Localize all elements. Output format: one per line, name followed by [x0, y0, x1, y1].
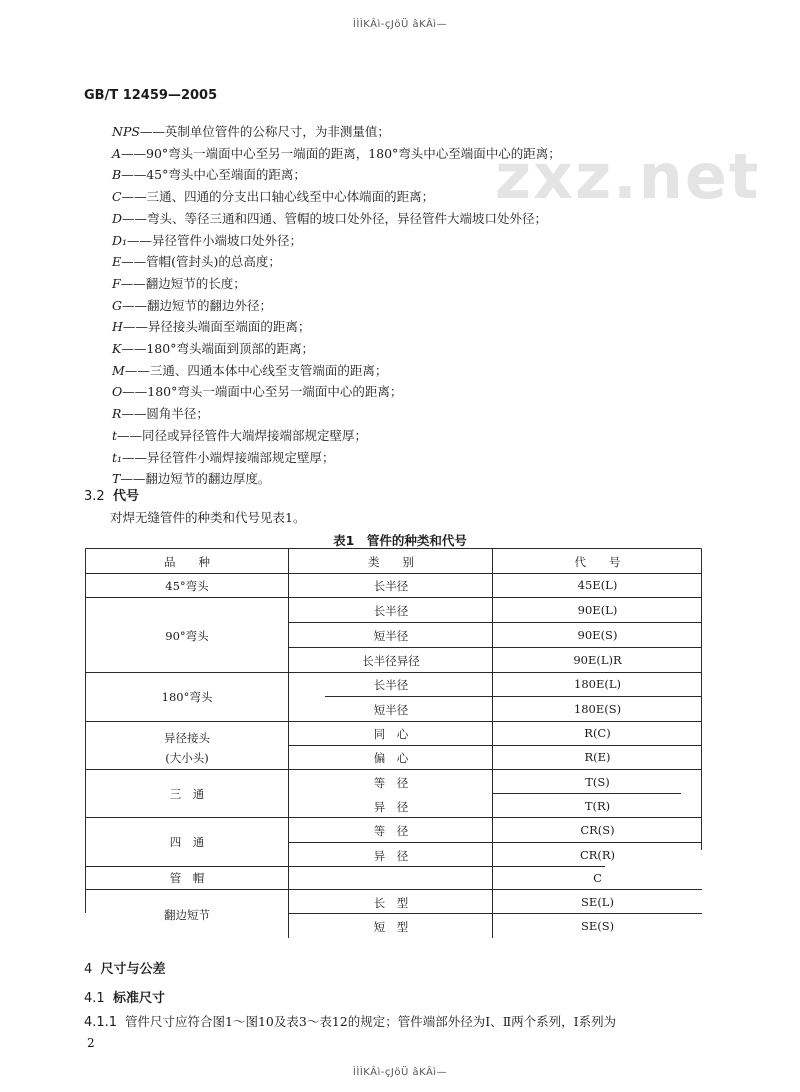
def-text: ——管帽(管封头)的总高度；	[121, 254, 281, 270]
definition-item	[112, 338, 752, 360]
section-title: 尺寸与公差	[100, 962, 166, 977]
variety-180-elbow: 180°弯头	[161, 690, 213, 704]
category-cell: 异 径	[373, 849, 409, 863]
code-cell: CR(S)	[580, 823, 615, 837]
category-cell: 长半径异径	[362, 654, 420, 668]
variety-cap: 管 帽	[169, 871, 205, 885]
definition-item	[112, 273, 752, 295]
def-symbol: H	[112, 319, 123, 335]
def-text: ——90°弯头一端面中心至另一端面的距离，180°弯头中心至端面中心的距离；	[121, 145, 561, 161]
def-symbol: T	[112, 471, 121, 487]
category-cell: 短半径	[373, 703, 409, 717]
definition-item	[112, 230, 752, 252]
def-text: ——翻边短节的长度；	[120, 275, 246, 291]
def-text: ——弯头、等径三通和四通、管帽的坡口处外径，异径管件大端坡口处外径；	[122, 210, 548, 226]
variety-stub-end: 翻边短节	[164, 908, 210, 922]
section-number: 4.1	[84, 991, 105, 1006]
section-title: 标准尺寸	[112, 991, 165, 1006]
code-cell: C	[593, 871, 602, 885]
section-title: 代号	[112, 489, 139, 504]
def-text: ——三通、四通的分支出口轴心线至中心体端面的距离；	[121, 189, 435, 205]
def-text: ——翻边短节的翻边外径；	[122, 297, 273, 313]
para-text: 管件尺寸应符合图1～图10及表3～表12的规定；管件端部外径为Ⅰ、Ⅱ两个系列，Ⅰ系列为	[125, 1014, 617, 1029]
definition-item	[112, 381, 752, 403]
def-symbol: t₁	[112, 449, 123, 465]
code-cell: R(C)	[584, 726, 611, 740]
running-header: ÌÌÌKÂì-çJöÜ âKÂì—	[352, 19, 448, 30]
code-cell: SE(S)	[580, 919, 615, 933]
code-cell: SE(L)	[581, 895, 614, 909]
def-symbol: E	[112, 254, 122, 270]
def-text: ——180°弯头一端面中心至另一端面中心的距离；	[122, 384, 403, 400]
section-3-2-intro: 对焊无缝管件的种类和代号见表1。	[110, 510, 306, 525]
header-variety: 品 种	[164, 555, 210, 569]
definition-item	[112, 447, 752, 469]
def-text: ——异径管件小端坡口处外径；	[127, 232, 303, 248]
def-symbol: D	[112, 210, 123, 226]
def-text: ——异径管件小端焊接端部规定壁厚；	[122, 449, 335, 465]
category-cell: 同 心	[373, 727, 409, 741]
def-symbol: O	[112, 384, 123, 400]
def-symbol: M	[112, 362, 125, 378]
def-symbol: F	[112, 275, 121, 291]
section-4-1-heading	[84, 987, 165, 1006]
code-cell: CR(R)	[579, 848, 616, 862]
definition-item	[112, 468, 752, 490]
variety-cross: 四 通	[169, 835, 205, 849]
page-number: 2	[87, 1036, 95, 1050]
definition-item	[112, 251, 752, 273]
def-text: ——三通、四通本体中心线至支管端面的距离；	[124, 362, 388, 378]
symbol-definitions	[112, 121, 752, 490]
code-cell: 45E(L)	[577, 578, 618, 592]
section-3-2-heading	[84, 485, 139, 504]
definition-item	[112, 186, 752, 208]
section-number: 4	[84, 962, 93, 977]
category-cell: 长半径	[373, 579, 409, 593]
category-cell: 长半径	[373, 678, 409, 692]
category-cell: 短半径	[373, 629, 409, 643]
code-cell: R(E)	[584, 750, 611, 764]
category-cell: 异 径	[373, 800, 409, 814]
category-cell: 等 径	[373, 776, 409, 790]
category-cell: 长半径	[373, 604, 409, 618]
standard-number: GB/T 12459—2005	[84, 88, 218, 103]
variety-90-elbow: 90°弯头	[165, 629, 209, 643]
def-symbol: B	[112, 167, 122, 183]
header-code: 代 号	[574, 555, 621, 569]
category-cell: 等 径	[373, 824, 409, 838]
def-symbol: G	[112, 297, 122, 313]
def-text: ——同径或异径管件大端焊接端部规定壁厚；	[117, 427, 368, 443]
def-symbol: A	[112, 145, 122, 161]
def-symbol: t	[112, 427, 118, 443]
def-symbol: K	[112, 341, 122, 357]
watermark: zxz.net	[495, 140, 761, 213]
def-text: ——翻边短节的翻边厚度。	[120, 471, 271, 487]
category-cell: 短 型	[373, 920, 409, 934]
code-cell: 90E(S)	[577, 628, 618, 642]
definition-item	[112, 425, 752, 447]
code-cell: 90E(L)R	[573, 653, 622, 667]
para-4-1-1	[84, 1012, 616, 1030]
section-4-heading	[84, 958, 166, 977]
definition-item	[112, 295, 752, 317]
def-text: ——异径接头端面至端面的距离；	[122, 319, 311, 335]
running-footer: ÌÌÌKÂì-çJöÜ âKÂì—	[352, 1067, 448, 1078]
def-text: ——圆角半径；	[121, 406, 209, 422]
category-cell: 偏 心	[373, 751, 409, 765]
variety-reducer: 异径接头 (大小头)	[164, 731, 210, 765]
code-cell: T(S)	[585, 775, 610, 789]
code-cell: 180E(S)	[573, 702, 622, 716]
code-cell: 90E(L)	[577, 603, 618, 617]
category-cell: 长 型	[373, 896, 409, 910]
def-symbol: NPS	[112, 124, 140, 139]
code-cell: T(R)	[584, 799, 611, 813]
def-symbol: D₁	[112, 232, 128, 248]
definition-item	[112, 360, 752, 382]
section-number: 3.2	[84, 489, 105, 504]
definition-item	[112, 316, 752, 338]
def-text: ——45°弯头中心至端面的距离；	[121, 167, 306, 183]
variety-45-elbow: 45°弯头	[165, 579, 209, 593]
definition-item	[112, 143, 752, 165]
table-caption: 表1 管件的种类和代号	[333, 533, 467, 548]
definition-item	[112, 164, 752, 186]
def-symbol: R	[112, 406, 122, 422]
def-text: ——英制单位管件的公称尺寸，为非测量值；	[139, 124, 390, 139]
fittings-table	[85, 548, 702, 939]
para-number: 4.1.1	[84, 1015, 118, 1030]
def-text: ——180°弯头端面到顶部的距离；	[121, 341, 314, 357]
code-cell: 180E(L)	[574, 677, 621, 691]
definition-item	[112, 121, 752, 143]
header-category: 类 别	[368, 555, 414, 569]
variety-tee: 三 通	[169, 787, 205, 801]
def-symbol: C	[112, 189, 122, 205]
definition-item	[112, 403, 752, 425]
definition-item	[112, 208, 752, 230]
